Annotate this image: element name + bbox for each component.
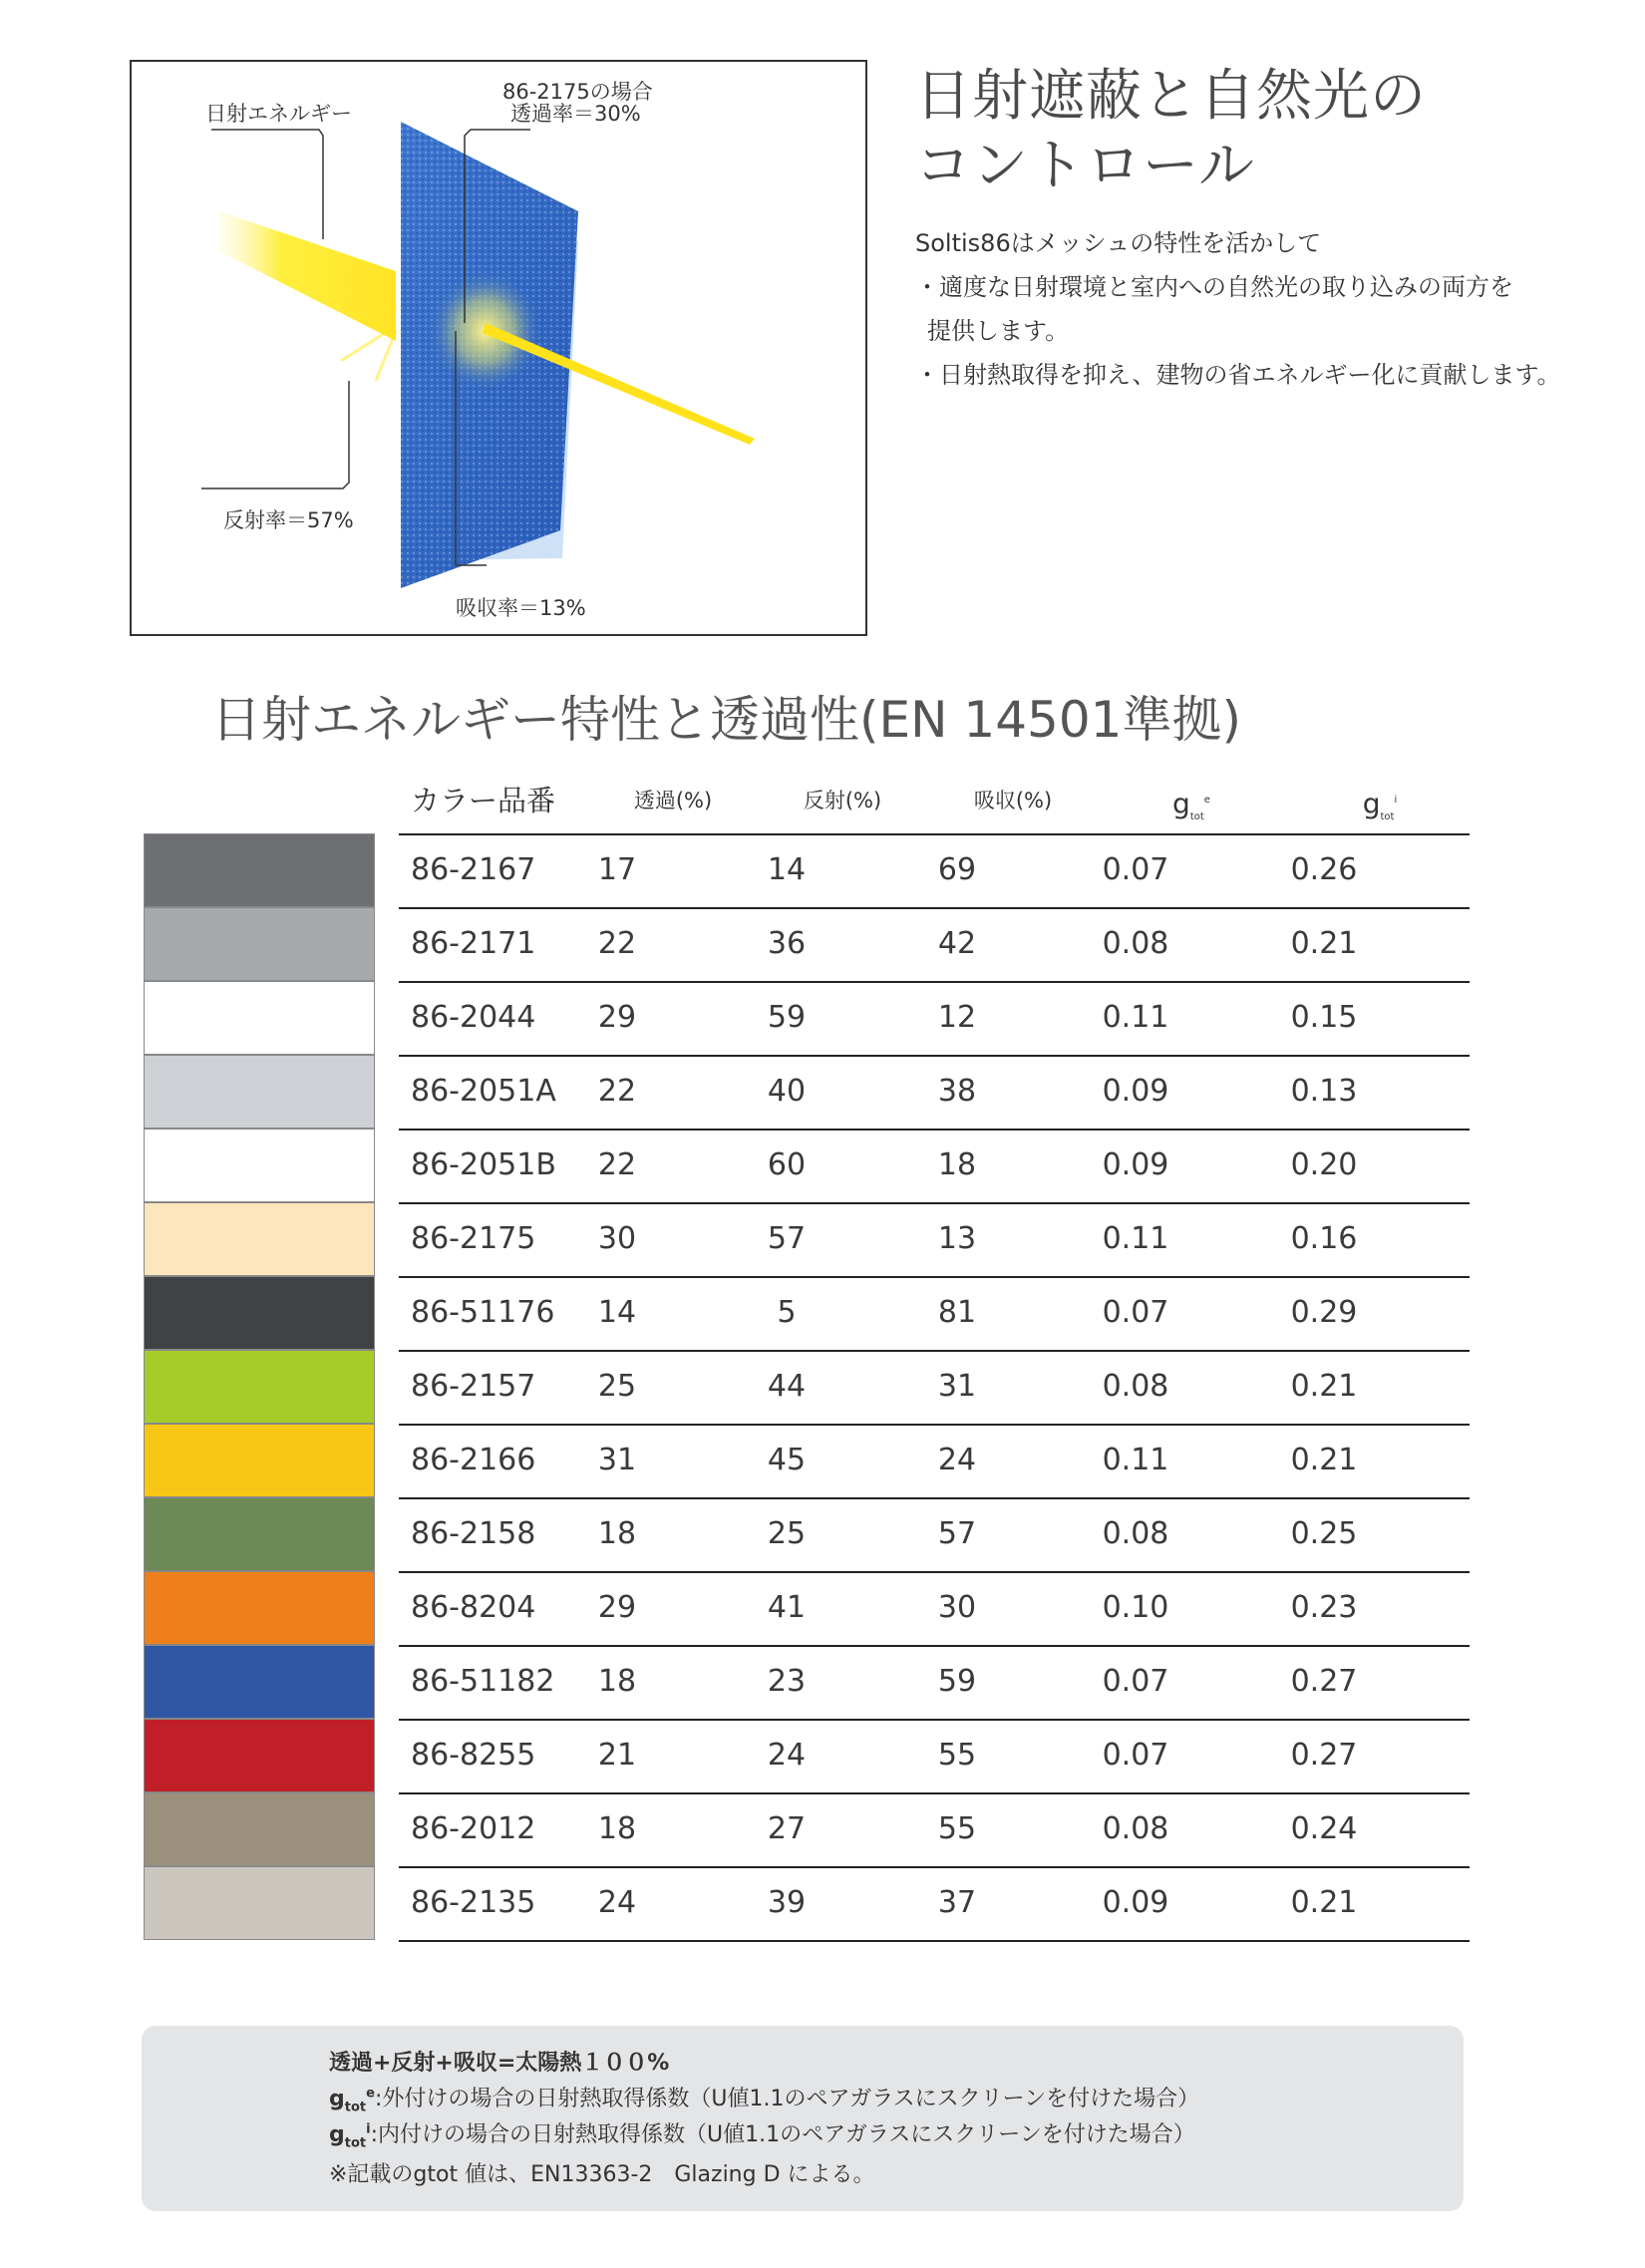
cell-code: 86-2157 <box>411 1369 536 1404</box>
transmission-label: 透過率＝30% <box>510 102 641 126</box>
cell-reflection: 45 <box>767 1443 807 1477</box>
absorption-label: 吸収率＝13% <box>456 596 586 620</box>
cell-reflection: 41 <box>767 1590 807 1625</box>
cell-gtot-i: 0.23 <box>1290 1590 1358 1625</box>
notes-box <box>142 2026 1464 2211</box>
energy-label: 日射エネルギー <box>205 102 352 126</box>
color-swatch <box>144 1497 375 1571</box>
color-swatch <box>144 1792 375 1866</box>
cell-code: 86-2167 <box>411 852 536 887</box>
cell-transmission: 31 <box>597 1443 637 1477</box>
cell-reflection: 40 <box>767 1074 807 1109</box>
cell-gtot-i: 0.29 <box>1290 1295 1358 1330</box>
cell-absorption: 13 <box>937 1221 977 1256</box>
cell-absorption: 55 <box>937 1811 977 1846</box>
table-row <box>144 1719 1470 1792</box>
cell-reflection: 24 <box>767 1738 807 1773</box>
table-body <box>144 833 1470 1940</box>
tot-subscript: tot <box>1380 810 1395 822</box>
cell-transmission: 30 <box>597 1221 637 1256</box>
cell-gtot-e: 0.09 <box>1102 1147 1169 1182</box>
cell-transmission: 24 <box>597 1885 637 1920</box>
control-title <box>915 62 1427 201</box>
color-swatch <box>144 981 375 1055</box>
cell-gtot-i: 0.20 <box>1290 1147 1358 1182</box>
cell-gtot-i: 0.27 <box>1290 1738 1358 1773</box>
table-row <box>144 1424 1470 1497</box>
cell-gtot-i: 0.13 <box>1290 1074 1358 1109</box>
section-title: 日射エネルギー特性と透過性(EN 14501準拠) <box>211 691 1241 749</box>
color-swatch <box>144 1645 375 1719</box>
cell-absorption: 57 <box>937 1516 977 1551</box>
cell-absorption: 69 <box>937 852 977 887</box>
table-row <box>144 833 1470 907</box>
control-title-line2: コントロール <box>915 134 1255 198</box>
cell-reflection: 27 <box>767 1811 807 1846</box>
cell-gtot-i: 0.21 <box>1290 926 1358 961</box>
e-superscript: e <box>366 2086 375 2102</box>
cell-absorption: 37 <box>937 1885 977 1920</box>
cell-absorption: 55 <box>937 1738 977 1773</box>
color-swatch <box>144 1202 375 1276</box>
header-gtot-i <box>1320 768 1440 833</box>
cell-gtot-i: 0.21 <box>1290 1443 1358 1477</box>
g-symbol: g <box>1362 787 1381 820</box>
description-line: Soltis86はメッシュの特性を活かして <box>915 229 1322 257</box>
header-absorption: 吸収(%) <box>973 789 1053 812</box>
note-gtot-i <box>329 2117 1195 2150</box>
table-row <box>144 1350 1470 1424</box>
control-title-line1: 日射遮蔽と自然光の <box>915 64 1427 129</box>
header-transmission: 透過(%) <box>633 789 713 812</box>
cell-code: 86-2171 <box>411 926 536 961</box>
color-swatch <box>144 1424 375 1497</box>
header-reflection: 反射(%) <box>803 789 882 812</box>
cell-gtot-e: 0.07 <box>1102 852 1169 887</box>
table-row <box>144 1055 1470 1129</box>
cell-code: 86-2051A <box>411 1074 556 1109</box>
i-superscript: i <box>1394 795 1398 806</box>
cell-gtot-e: 0.08 <box>1102 1516 1169 1551</box>
cell-gtot-e: 0.07 <box>1102 1295 1169 1330</box>
tot-subscript: tot <box>344 2135 367 2151</box>
table-row <box>144 1866 1470 1940</box>
cell-code: 86-51182 <box>411 1664 555 1699</box>
cell-gtot-i: 0.27 <box>1290 1664 1358 1699</box>
cell-absorption: 42 <box>937 926 977 961</box>
table-row <box>144 1645 1470 1719</box>
e-superscript: e <box>1203 795 1210 806</box>
color-swatch <box>144 1055 375 1129</box>
cell-gtot-e: 0.09 <box>1102 1074 1169 1109</box>
cell-reflection: 5 <box>777 1295 797 1330</box>
description-line: ・日射熱取得を抑え、建物の省エネルギー化に貢献します。 <box>915 361 1561 389</box>
table-row <box>144 1276 1470 1350</box>
tot-subscript: tot <box>1189 810 1204 822</box>
table-row <box>144 1792 1470 1866</box>
cell-gtot-i: 0.15 <box>1290 1000 1358 1035</box>
header-gtot-e <box>1132 768 1251 833</box>
note-gtot-e-text: :外付けの場合の日射熱取得係数（U値1.1のペアガラスにスクリーンを付けた場合） <box>374 2087 1200 2111</box>
cell-transmission: 18 <box>597 1811 637 1846</box>
cell-transmission: 22 <box>597 1074 637 1109</box>
cell-reflection: 23 <box>767 1664 807 1699</box>
i-superscript: i <box>366 2121 371 2137</box>
cell-gtot-e: 0.11 <box>1102 1221 1169 1256</box>
color-swatch <box>144 1866 375 1940</box>
cell-reflection: 60 <box>767 1147 807 1182</box>
cell-reflection: 36 <box>767 926 807 961</box>
cell-reflection: 59 <box>767 1000 807 1035</box>
cell-absorption: 30 <box>937 1590 977 1625</box>
cell-absorption: 12 <box>937 1000 977 1035</box>
cell-absorption: 38 <box>937 1074 977 1109</box>
color-swatch <box>144 1719 375 1792</box>
cell-transmission: 25 <box>597 1369 637 1404</box>
cell-absorption: 31 <box>937 1369 977 1404</box>
cell-reflection: 39 <box>767 1885 807 1920</box>
reflection-leader <box>201 381 349 488</box>
color-swatch <box>144 1129 375 1202</box>
cell-code: 86-2175 <box>411 1221 536 1256</box>
g-symbol: g <box>329 2122 345 2147</box>
note-reference: ※記載のgtot 値は、EN13363-2 Glazing D による。 <box>329 2162 875 2187</box>
cell-transmission: 29 <box>597 1590 637 1625</box>
color-swatch <box>144 1276 375 1350</box>
table-bottom-rule <box>399 1940 1470 1942</box>
cell-transmission: 18 <box>597 1664 637 1699</box>
cell-reflection: 57 <box>767 1221 807 1256</box>
note-gtot-e <box>329 2082 1199 2114</box>
cell-code: 86-2135 <box>411 1885 536 1920</box>
cell-transmission: 14 <box>597 1295 637 1330</box>
cell-code: 86-2158 <box>411 1516 536 1551</box>
table-row <box>144 1571 1470 1645</box>
cell-absorption: 81 <box>937 1295 977 1330</box>
cell-transmission: 18 <box>597 1516 637 1551</box>
color-swatch <box>144 1350 375 1424</box>
cell-code: 86-51176 <box>411 1295 555 1330</box>
cell-gtot-i: 0.26 <box>1290 852 1358 887</box>
cell-gtot-i: 0.24 <box>1290 1811 1358 1846</box>
color-swatch <box>144 1571 375 1645</box>
cell-reflection: 25 <box>767 1516 807 1551</box>
cell-code: 86-2166 <box>411 1443 536 1477</box>
cell-gtot-e: 0.11 <box>1102 1000 1169 1035</box>
cell-transmission: 17 <box>597 852 637 887</box>
cell-gtot-i: 0.16 <box>1290 1221 1358 1256</box>
description-line: ・適度な日射環境と室内への自然光の取り込みの両方を <box>915 273 1513 301</box>
control-description <box>915 221 1561 397</box>
cell-gtot-e: 0.08 <box>1102 926 1169 961</box>
color-swatch <box>144 907 375 981</box>
cell-gtot-i: 0.21 <box>1290 1369 1358 1404</box>
cell-gtot-i: 0.21 <box>1290 1885 1358 1920</box>
cell-absorption: 59 <box>937 1664 977 1699</box>
cell-gtot-e: 0.10 <box>1102 1590 1169 1625</box>
cell-transmission: 29 <box>597 1000 637 1035</box>
table-row <box>144 1202 1470 1276</box>
note-sum-text: 透過+反射+吸収=太陽熱１００% <box>329 2051 670 2076</box>
incoming-beam <box>219 211 396 341</box>
table-row <box>144 1497 1470 1571</box>
table-header <box>399 768 1470 833</box>
cell-gtot-e: 0.07 <box>1102 1664 1169 1699</box>
cell-transmission: 22 <box>597 1147 637 1182</box>
cell-code: 86-2051B <box>411 1147 556 1182</box>
header-code: カラー品番 <box>411 784 556 817</box>
cell-transmission: 21 <box>597 1738 637 1773</box>
cell-code: 86-8204 <box>411 1590 536 1625</box>
cell-reflection: 14 <box>767 852 807 887</box>
cell-gtot-e: 0.11 <box>1102 1443 1169 1477</box>
solar-diagram <box>130 60 867 636</box>
g-symbol: g <box>329 2087 345 2111</box>
cell-gtot-e: 0.07 <box>1102 1738 1169 1773</box>
description-line: 提供します。 <box>927 317 1070 345</box>
g-symbol: g <box>1172 787 1190 820</box>
cell-absorption: 24 <box>937 1443 977 1477</box>
cell-gtot-e: 0.09 <box>1102 1885 1169 1920</box>
cell-code: 86-8255 <box>411 1738 536 1773</box>
color-swatch <box>144 833 375 907</box>
note-gtot-i-text: :内付けの場合の日射熱取得係数（U値1.1のペアガラスにスクリーンを付けた場合） <box>370 2122 1195 2147</box>
reflection-label: 反射率＝57% <box>223 508 354 532</box>
cell-code: 86-2012 <box>411 1811 536 1846</box>
sample-label: 86-2175の場合 <box>502 80 653 104</box>
solar-mesh-illustration <box>132 62 865 634</box>
table-row <box>144 981 1470 1055</box>
cell-code: 86-2044 <box>411 1000 536 1035</box>
cell-gtot-e: 0.08 <box>1102 1811 1169 1846</box>
table-row <box>144 1129 1470 1202</box>
cell-gtot-e: 0.08 <box>1102 1369 1169 1404</box>
cell-transmission: 22 <box>597 926 637 961</box>
cell-absorption: 18 <box>937 1147 977 1182</box>
tot-subscript: tot <box>344 2100 367 2115</box>
note-sum <box>329 2046 669 2077</box>
table-row <box>144 907 1470 981</box>
cell-reflection: 44 <box>767 1369 807 1404</box>
cell-gtot-i: 0.25 <box>1290 1516 1358 1551</box>
